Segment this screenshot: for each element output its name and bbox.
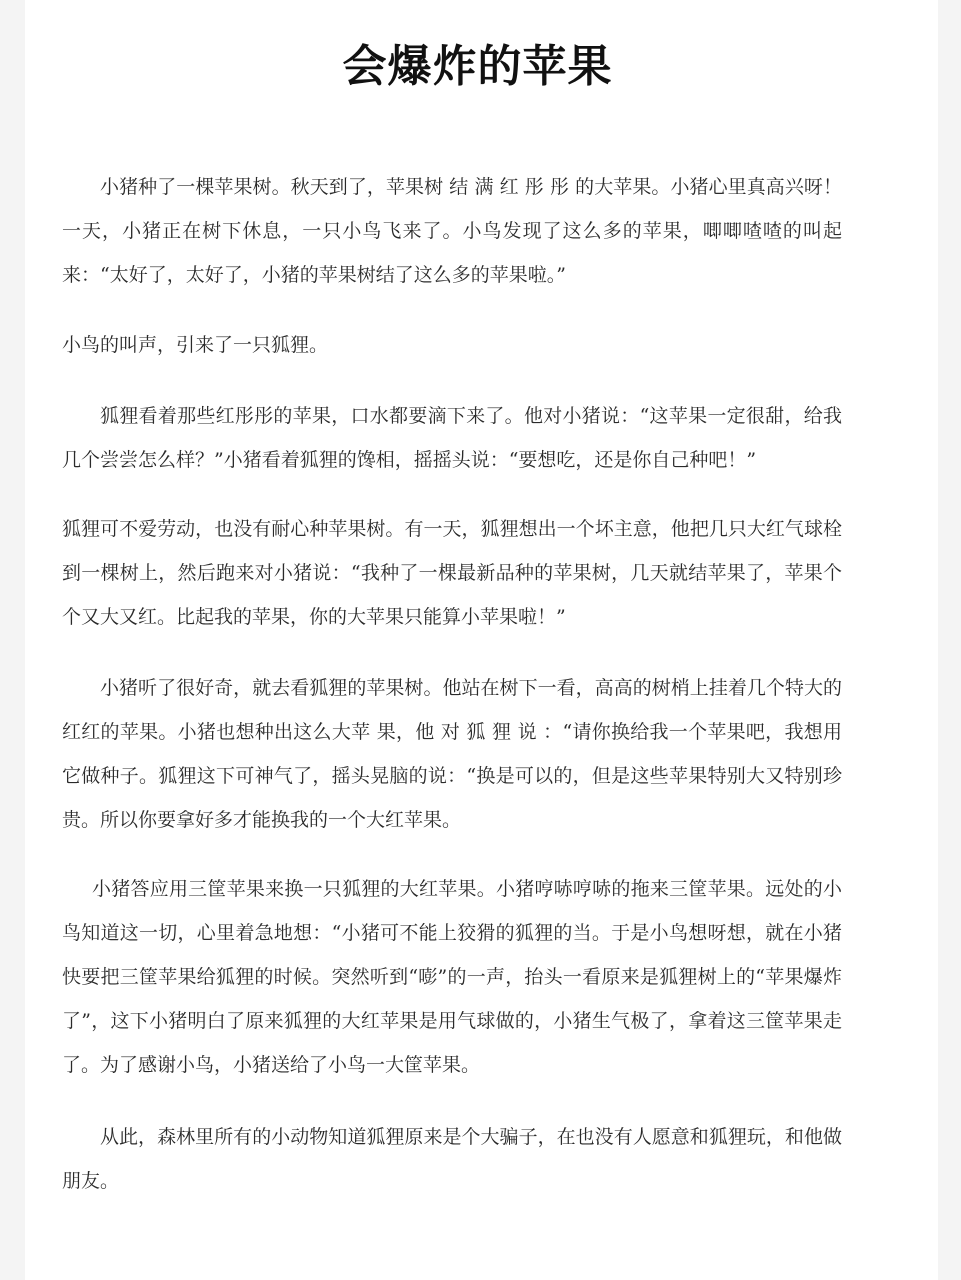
document-page: [25, 0, 938, 1280]
paragraph-6: 小猪答应用三筐苹果来换一只狐狸的大红苹果。小猪哼哧哼哧的拖来三筐苹果。远处的小鸟知道这一切，心里着急地想：“小猪可不能上狡猾的狐狸的当。于是小鸟想呀想，就在小猪快要把三筐苹果给狐狸的时候。突然听到“嘭”的一声，抬头一看原来是狐狸树上的“苹果爆炸了”，这下小猪明白了原来狐狸的大红苹果是用气球做的，小猪生气极了，拿着这三筐苹果走了。为了感谢小鸟，小猪送给了小鸟一大筐苹果。: [62, 878, 842, 1076]
paragraph-3: 狐狸看着那些红彤彤的苹果，口水都要滴下来了。他对小猪说：“这苹果一定很甜，给我几个尝尝怎么样？”小猪看着狐狸的馋相，摇摇头说：“要想吃，还是你自己种吧！”: [62, 405, 842, 471]
paragraph-2: 小鸟的叫声，引来了一只狐狸。: [62, 334, 329, 356]
paragraph-4: 狐狸可不爱劳动，也没有耐心种苹果树。有一天，狐狸想出一个坏主意，他把几只大红气球栓到一棵树上，然后跑来对小猪说：“我种了一棵最新品种的苹果树，几天就结苹果了，苹果个个又大又红。比起我的苹果，你的大苹果只能算小苹果啦！”: [62, 518, 842, 628]
paragraph-5: 小猪听了很好奇，就去看狐狸的苹果树。他站在树下一看，高高的树梢上挂着几个特大的红红的苹果。小猪也想种出这么大苹 果，他 对 狐 狸 说 ：“请你换给我一个苹果吧，我想用它做种子。狐狸这下可神气了，摇头晃脑的说：“换是可以的，但是这些苹果特别大又特别珍贵。所以你要拿好多才能换我的一个大红苹果。: [62, 677, 842, 831]
paragraph-7: 从此，森林里所有的小动物知道狐狸原来是个大骗子，在也没有人愿意和狐狸玩，和他做朋友。: [62, 1126, 842, 1192]
paragraph-1: 小猪种了一棵苹果树。秋天到了，苹果树 结 满 红 彤 彤 的大苹果。小猪心里真高兴呀！一天，小猪正在树下休息，一只小鸟飞来了。小鸟发现了这么多的苹果，唧唧喳喳的叫起来：“太好了，太好了，小猪的苹果树结了这么多的苹果啦。”: [62, 176, 842, 286]
document-title: 会爆炸的苹果: [342, 41, 613, 93]
